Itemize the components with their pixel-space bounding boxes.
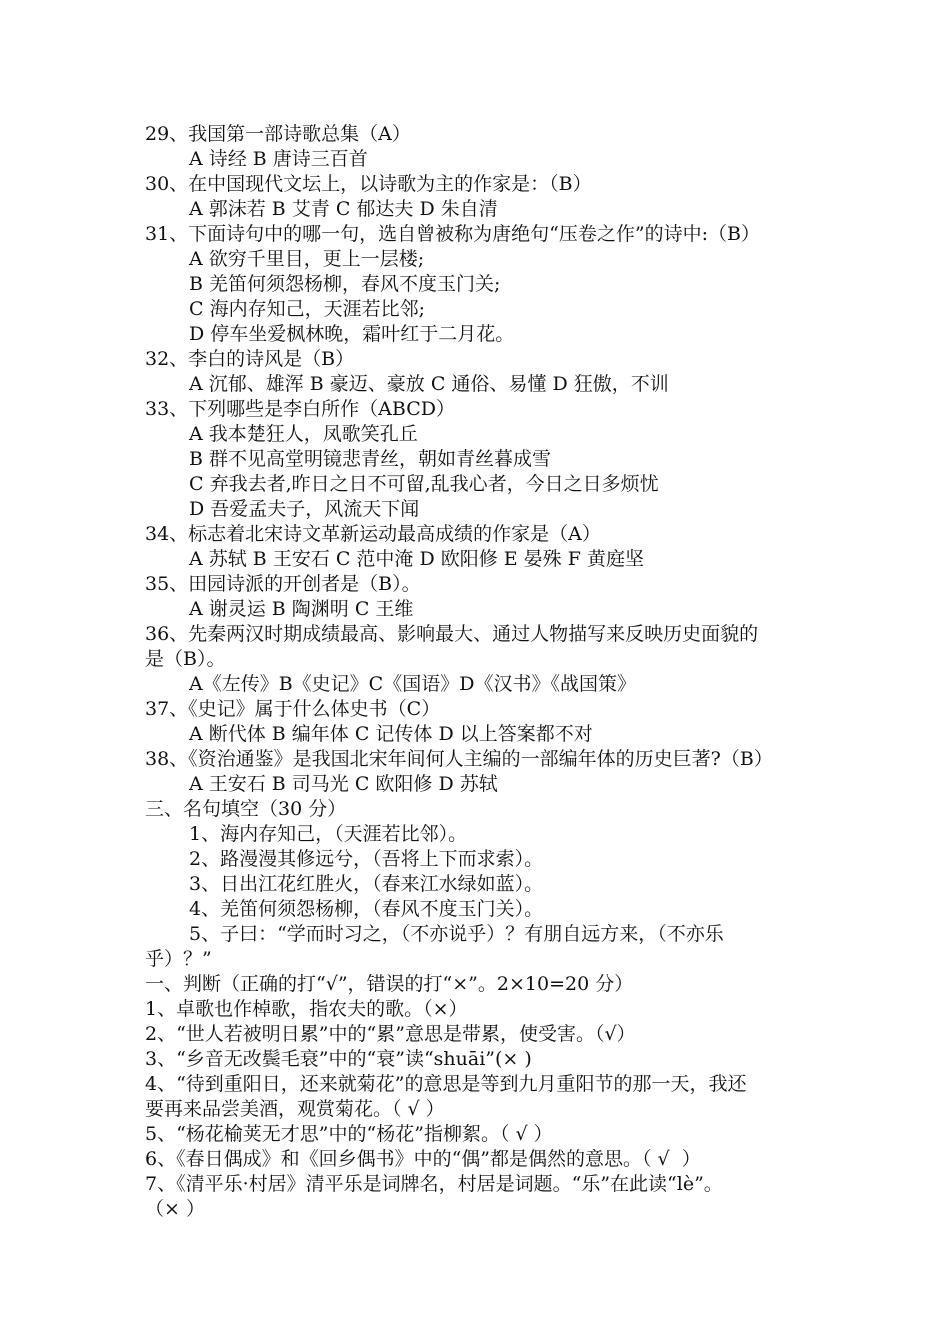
section-heading-judgment: 一、判断（正确的打“√”，错误的打“×”。2×10=20 分） [145,973,634,995]
option-line: B 群不见高堂明镜悲青丝，朝如青丝暮成雪 [189,448,552,470]
question-35: 35、田园诗派的开创者是（B）。 [145,573,421,595]
question-31: 31、下面诗句中的哪一句，选自曾被称为唐绝句“压卷之作”的诗中:（B） [145,223,760,245]
option-line: A 我本楚狂人，凤歌笑孔丘 [189,423,418,445]
judgment-item: 7、《清平乐·村居》清平乐是词牌名，村居是词题。“乐”在此读“lè”。 [145,1173,723,1195]
question-38: 38、《资治通鉴》是我国北宋年间何人主编的一部编年体的历史巨著?（B） [145,748,773,770]
document-body [145,122,857,1222]
judgment-item: 3、“乡音无改鬓毛衰”中的“衰”读“shuāi”(× ) [145,1048,532,1070]
question-29: 29、我国第一部诗歌总集（A） [145,123,411,145]
question-36-cont: 是（B）。 [145,648,226,670]
judgment-item-cont: （× ） [145,1198,205,1220]
question-37: 37、《史记》属于什么体史书（C） [145,698,441,720]
question-30: 30、在中国现代文坛上，以诗歌为主的作家是：（B） [145,173,592,195]
option-line: D 吾爱孟夫子，风流天下闻 [189,498,420,520]
option-line: C 弃我去者,昨日之日不可留,乱我心者，今日之日多烦忧 [189,473,659,495]
option-line: D 停车坐爱枫林晚，霜叶红于二月花。 [189,323,515,345]
question-33: 33、下列哪些是李白所作（ABCD） [145,398,455,420]
option-line: A 沉郁、雄浑 B 豪迈、豪放 C 通俗、易懂 D 狂傲，不训 [189,373,669,395]
option-line: A《左传》B《史记》C《国语》D《汉书》《战国策》 [189,673,636,695]
option-line: A 苏轼 B 王安石 C 范中淹 D 欧阳修 E 晏殊 F 黄庭坚 [189,548,644,570]
fill-item-cont: 乎）？” [145,948,212,970]
question-36: 36、先秦两汉时期成绩最高、影响最大、通过人物描写来反映历史面貌的 [145,623,759,645]
option-line: B 羌笛何须怨杨柳，春风不度玉门关; [189,273,501,295]
judgment-item: 4、“待到重阳日，还来就菊花”的意思是等到九月重阳节的那一天，我还 [145,1073,747,1095]
judgment-item: 1、卓歌也作棹歌，指农夫的歌。（×） [145,998,468,1020]
judgment-item-cont: 要再来品尝美酒，观赏菊花。（ √ ） [145,1098,445,1120]
option-line: A 欲穷千里目，更上一层楼; [189,248,425,270]
fill-item: 2、路漫漫其修远兮，（吾将上下而求索）。 [189,848,544,870]
option-line: A 诗经 B 唐诗三百首 [189,148,368,170]
fill-item: 1、海内存知己，（天涯若比邻）。 [189,823,468,845]
option-line: A 郭沫若 B 艾青 C 郁达夫 D 朱自清 [189,198,498,220]
question-32: 32、李白的诗风是（B） [145,348,355,370]
fill-item: 5、子曰：“学而时习之，（不亦说乎）？有朋自远方来，（不亦乐 [189,923,724,945]
fill-item: 4、羌笛何须怨杨柳，（春风不度玉门关）。 [189,898,544,920]
judgment-item: 5、“杨花榆荚无才思”中的“杨花”指柳絮。（ √ ） [145,1123,553,1145]
option-line: A 谢灵运 B 陶渊明 C 王维 [189,598,414,620]
judgment-item: 2、“世人若被明日累”中的“累”意思是带累，使受害。（√） [145,1023,636,1045]
option-line: C 海内存知己，天涯若比邻; [189,298,425,320]
fill-item: 3、日出江花红胜火，（春来江水绿如蓝）。 [189,873,544,895]
section-heading-fill-in: 三、名句填空（30 分） [145,798,347,820]
question-34: 34、标志着北宋诗文革新运动最高成绩的作家是（A） [145,523,601,545]
judgment-item: 6、《春日偶成》和《回乡偶书》中的“偶”都是偶然的意思。（ √ ） [145,1148,701,1170]
option-line: A 断代体 B 编年体 C 记传体 D 以上答案都不对 [189,723,593,745]
option-line: A 王安石 B 司马光 C 欧阳修 D 苏轼 [189,773,498,795]
